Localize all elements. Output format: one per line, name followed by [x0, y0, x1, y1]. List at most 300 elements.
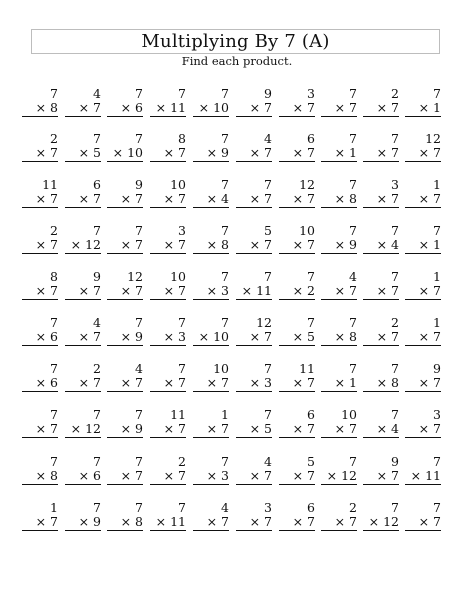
bottom-number: × 7	[120, 237, 143, 252]
top-number: 7	[93, 223, 101, 238]
problem	[321, 224, 357, 254]
bottom-number: × 7	[78, 100, 101, 115]
answer-line	[107, 299, 143, 300]
problem	[150, 455, 186, 485]
problem	[279, 178, 315, 208]
problem	[236, 316, 272, 346]
answer-line	[363, 299, 399, 300]
answer-line	[107, 437, 143, 438]
answer-line	[236, 484, 272, 485]
bottom-number: × 6	[120, 100, 143, 115]
top-number: 5	[307, 454, 315, 469]
bottom-number: × 7	[35, 191, 58, 206]
problem	[363, 270, 399, 300]
answer-line	[107, 530, 143, 531]
top-number: 7	[349, 454, 357, 469]
bottom-number: × 7	[418, 375, 441, 390]
bottom-number: × 7	[376, 468, 399, 483]
answer-line	[150, 161, 186, 162]
answer-line	[236, 345, 272, 346]
bottom-number: × 7	[163, 468, 186, 483]
answer-line	[363, 530, 399, 531]
problem	[107, 316, 143, 346]
bottom-number: × 7	[418, 514, 441, 529]
problem	[22, 362, 58, 392]
answer-line	[193, 484, 229, 485]
answer-line	[405, 116, 441, 117]
bottom-number: × 7	[292, 191, 315, 206]
answer-line	[236, 207, 272, 208]
problem	[65, 501, 101, 531]
answer-line	[107, 391, 143, 392]
answer-line	[107, 116, 143, 117]
top-number: 2	[93, 361, 101, 376]
problem	[150, 362, 186, 392]
problem	[279, 408, 315, 438]
bottom-number: × 8	[206, 237, 229, 252]
problem	[279, 316, 315, 346]
problem	[107, 132, 143, 162]
answer-line	[107, 253, 143, 254]
answer-line	[363, 207, 399, 208]
bottom-number: × 7	[418, 421, 441, 436]
problem	[236, 455, 272, 485]
top-number: 7	[433, 454, 441, 469]
top-number: 7	[391, 223, 399, 238]
answer-line	[405, 530, 441, 531]
answer-line	[279, 530, 315, 531]
bottom-number: × 9	[334, 237, 357, 252]
top-number: 3	[307, 86, 315, 101]
top-number: 7	[135, 223, 143, 238]
bottom-number: × 12	[326, 468, 357, 483]
bottom-number: × 12	[70, 237, 101, 252]
bottom-number: × 7	[206, 514, 229, 529]
top-number: 7	[391, 269, 399, 284]
problem	[279, 270, 315, 300]
answer-line	[65, 116, 101, 117]
answer-line	[193, 253, 229, 254]
problem	[363, 362, 399, 392]
answer-line	[22, 161, 58, 162]
bottom-number: × 4	[376, 237, 399, 252]
answer-line	[65, 484, 101, 485]
bottom-number: × 1	[334, 145, 357, 160]
instructions: Find each product.	[181, 54, 293, 68]
problem	[22, 132, 58, 162]
problem	[321, 87, 357, 117]
answer-line	[321, 484, 357, 485]
answer-line	[363, 161, 399, 162]
top-number: 7	[221, 177, 229, 192]
answer-line	[321, 253, 357, 254]
bottom-number: × 8	[120, 514, 143, 529]
problem	[405, 408, 441, 438]
bottom-number: × 7	[78, 191, 101, 206]
top-number: 12	[425, 131, 441, 146]
problem	[321, 455, 357, 485]
problem	[236, 270, 272, 300]
bottom-number: × 7	[376, 145, 399, 160]
top-number: 4	[135, 361, 143, 376]
problem	[65, 87, 101, 117]
top-number: 3	[178, 223, 186, 238]
problem	[193, 362, 229, 392]
problem	[22, 408, 58, 438]
answer-line	[279, 484, 315, 485]
bottom-number: × 7	[120, 191, 143, 206]
top-number: 7	[93, 131, 101, 146]
top-number: 7	[178, 361, 186, 376]
problem	[65, 132, 101, 162]
answer-line	[150, 484, 186, 485]
answer-line	[22, 207, 58, 208]
bottom-number: × 3	[206, 283, 229, 298]
bottom-number: × 7	[206, 421, 229, 436]
top-number: 10	[299, 223, 315, 238]
answer-line	[236, 530, 272, 531]
bottom-number: × 7	[292, 468, 315, 483]
problem	[107, 501, 143, 531]
bottom-number: × 7	[249, 145, 272, 160]
problem	[321, 362, 357, 392]
top-number: 10	[170, 177, 186, 192]
bottom-number: × 7	[334, 100, 357, 115]
top-number: 11	[299, 361, 315, 376]
top-number: 3	[433, 407, 441, 422]
answer-line	[236, 437, 272, 438]
problem	[150, 224, 186, 254]
problem	[193, 132, 229, 162]
answer-line	[22, 391, 58, 392]
top-number: 7	[50, 86, 58, 101]
bottom-number: × 7	[120, 468, 143, 483]
top-number: 7	[221, 86, 229, 101]
top-number: 8	[50, 269, 58, 284]
bottom-number: × 1	[418, 237, 441, 252]
bottom-number: × 9	[206, 145, 229, 160]
top-number: 4	[264, 454, 272, 469]
answer-line	[279, 253, 315, 254]
answer-line	[363, 437, 399, 438]
answer-line	[405, 207, 441, 208]
top-number: 7	[349, 315, 357, 330]
answer-line	[107, 345, 143, 346]
bottom-number: × 7	[249, 329, 272, 344]
problem	[150, 501, 186, 531]
bottom-number: × 7	[292, 145, 315, 160]
problem	[107, 408, 143, 438]
bottom-number: × 7	[206, 375, 229, 390]
bottom-number: × 3	[163, 329, 186, 344]
answer-line	[363, 116, 399, 117]
problem	[150, 178, 186, 208]
problem	[236, 224, 272, 254]
problem	[363, 408, 399, 438]
problem	[193, 178, 229, 208]
bottom-number: × 7	[292, 421, 315, 436]
top-number: 7	[93, 500, 101, 515]
bottom-number: × 7	[334, 421, 357, 436]
bottom-number: × 4	[206, 191, 229, 206]
top-number: 7	[349, 131, 357, 146]
problem	[405, 178, 441, 208]
bottom-number: × 7	[249, 100, 272, 115]
answer-line	[150, 437, 186, 438]
problem	[363, 316, 399, 346]
answer-line	[150, 345, 186, 346]
top-number: 10	[170, 269, 186, 284]
top-number: 8	[178, 131, 186, 146]
answer-line	[107, 484, 143, 485]
top-number: 7	[221, 315, 229, 330]
bottom-number: × 7	[418, 329, 441, 344]
problem	[65, 178, 101, 208]
top-number: 7	[264, 407, 272, 422]
bottom-number: × 7	[292, 375, 315, 390]
bottom-number: × 6	[78, 468, 101, 483]
answer-line	[193, 437, 229, 438]
problem	[193, 270, 229, 300]
problem	[405, 455, 441, 485]
bottom-number: × 9	[78, 514, 101, 529]
bottom-number: × 7	[249, 191, 272, 206]
problem	[107, 224, 143, 254]
problem	[193, 316, 229, 346]
bottom-number: × 7	[35, 237, 58, 252]
top-number: 7	[178, 500, 186, 515]
top-number: 7	[391, 131, 399, 146]
bottom-number: × 7	[35, 283, 58, 298]
answer-line	[150, 299, 186, 300]
bottom-number: × 6	[35, 329, 58, 344]
top-number: 9	[433, 361, 441, 376]
top-number: 9	[391, 454, 399, 469]
top-number: 7	[135, 407, 143, 422]
answer-line	[279, 391, 315, 392]
bottom-number: × 7	[292, 514, 315, 529]
bottom-number: × 7	[78, 329, 101, 344]
problem	[405, 132, 441, 162]
top-number: 7	[50, 315, 58, 330]
top-number: 4	[93, 86, 101, 101]
answer-line	[405, 484, 441, 485]
answer-line	[321, 207, 357, 208]
answer-line	[279, 207, 315, 208]
bottom-number: × 5	[249, 421, 272, 436]
answer-line	[193, 161, 229, 162]
bottom-number: × 7	[376, 100, 399, 115]
answer-line	[193, 207, 229, 208]
problem	[107, 455, 143, 485]
bottom-number: × 11	[155, 100, 186, 115]
top-number: 3	[264, 500, 272, 515]
problem	[405, 270, 441, 300]
problem	[279, 501, 315, 531]
problem	[65, 270, 101, 300]
problem	[279, 224, 315, 254]
top-number: 7	[391, 361, 399, 376]
answer-line	[363, 345, 399, 346]
top-number: 1	[433, 269, 441, 284]
problem	[150, 87, 186, 117]
problem	[236, 408, 272, 438]
bottom-number: × 8	[35, 468, 58, 483]
problem	[193, 408, 229, 438]
top-number: 10	[341, 407, 357, 422]
top-number: 2	[50, 131, 58, 146]
answer-line	[65, 345, 101, 346]
bottom-number: × 7	[418, 191, 441, 206]
problem	[363, 87, 399, 117]
problem	[279, 455, 315, 485]
bottom-number: × 7	[120, 283, 143, 298]
top-number: 1	[50, 500, 58, 515]
problem	[236, 501, 272, 531]
top-number: 7	[50, 361, 58, 376]
answer-line	[65, 207, 101, 208]
top-number: 7	[50, 454, 58, 469]
bottom-number: × 5	[78, 145, 101, 160]
problem	[405, 87, 441, 117]
answer-line	[65, 299, 101, 300]
bottom-number: × 1	[418, 100, 441, 115]
answer-line	[405, 391, 441, 392]
problem	[405, 501, 441, 531]
bottom-number: × 7	[35, 145, 58, 160]
answer-line	[193, 345, 229, 346]
problem	[22, 178, 58, 208]
answer-line	[193, 391, 229, 392]
answer-line	[405, 299, 441, 300]
answer-line	[65, 437, 101, 438]
top-number: 7	[221, 223, 229, 238]
top-number: 4	[264, 131, 272, 146]
bottom-number: × 8	[35, 100, 58, 115]
top-number: 6	[307, 131, 315, 146]
top-number: 11	[42, 177, 58, 192]
answer-line	[279, 299, 315, 300]
answer-line	[405, 345, 441, 346]
problem	[321, 408, 357, 438]
problem	[321, 270, 357, 300]
top-number: 6	[307, 407, 315, 422]
top-number: 10	[213, 361, 229, 376]
answer-line	[22, 437, 58, 438]
problem	[321, 178, 357, 208]
top-number: 7	[349, 86, 357, 101]
bottom-number: × 7	[163, 145, 186, 160]
top-number: 7	[349, 177, 357, 192]
bottom-number: × 7	[292, 100, 315, 115]
bottom-number: × 7	[120, 375, 143, 390]
answer-line	[236, 391, 272, 392]
answer-line	[150, 207, 186, 208]
bottom-number: × 7	[418, 145, 441, 160]
top-number: 7	[178, 315, 186, 330]
problem	[22, 87, 58, 117]
top-number: 7	[349, 223, 357, 238]
top-number: 7	[135, 86, 143, 101]
top-number: 7	[433, 500, 441, 515]
top-number: 7	[391, 407, 399, 422]
problem	[193, 501, 229, 531]
bottom-number: × 10	[198, 100, 229, 115]
bottom-number: × 8	[376, 375, 399, 390]
problem	[236, 132, 272, 162]
problem	[107, 270, 143, 300]
bottom-number: × 7	[334, 283, 357, 298]
top-number: 9	[135, 177, 143, 192]
bottom-number: × 5	[292, 329, 315, 344]
top-number: 7	[135, 131, 143, 146]
answer-line	[65, 530, 101, 531]
top-number: 12	[256, 315, 272, 330]
answer-line	[321, 161, 357, 162]
bottom-number: × 7	[78, 375, 101, 390]
top-number: 12	[127, 269, 143, 284]
top-number: 7	[264, 361, 272, 376]
problem	[65, 224, 101, 254]
problem	[236, 87, 272, 117]
problem	[107, 178, 143, 208]
problem	[405, 224, 441, 254]
bottom-number: × 7	[418, 283, 441, 298]
answer-line	[22, 345, 58, 346]
answer-line	[363, 484, 399, 485]
answer-line	[22, 116, 58, 117]
answer-line	[405, 161, 441, 162]
problem	[65, 408, 101, 438]
answer-line	[321, 437, 357, 438]
answer-line	[65, 253, 101, 254]
answer-line	[405, 437, 441, 438]
bottom-number: × 10	[112, 145, 143, 160]
answer-line	[279, 161, 315, 162]
top-number: 6	[93, 177, 101, 192]
problem	[107, 87, 143, 117]
problem	[22, 270, 58, 300]
problem	[65, 362, 101, 392]
problem	[363, 178, 399, 208]
top-number: 7	[135, 315, 143, 330]
problem	[363, 132, 399, 162]
bottom-number: × 7	[78, 283, 101, 298]
answer-line	[321, 116, 357, 117]
answer-line	[150, 391, 186, 392]
answer-line	[279, 116, 315, 117]
problem	[363, 224, 399, 254]
bottom-number: × 7	[376, 329, 399, 344]
bottom-number: × 7	[292, 237, 315, 252]
answer-line	[65, 391, 101, 392]
answer-line	[236, 253, 272, 254]
bottom-number: × 3	[249, 375, 272, 390]
answer-line	[405, 253, 441, 254]
top-number: 7	[50, 407, 58, 422]
bottom-number: × 11	[155, 514, 186, 529]
top-number: 12	[299, 177, 315, 192]
top-number: 4	[221, 500, 229, 515]
problem	[321, 132, 357, 162]
worksheet-title: Multiplying By 7 (A)	[141, 30, 330, 52]
problem	[65, 316, 101, 346]
answer-line	[150, 116, 186, 117]
top-number: 4	[349, 269, 357, 284]
problem	[363, 501, 399, 531]
problem	[150, 132, 186, 162]
bottom-number: × 8	[334, 191, 357, 206]
